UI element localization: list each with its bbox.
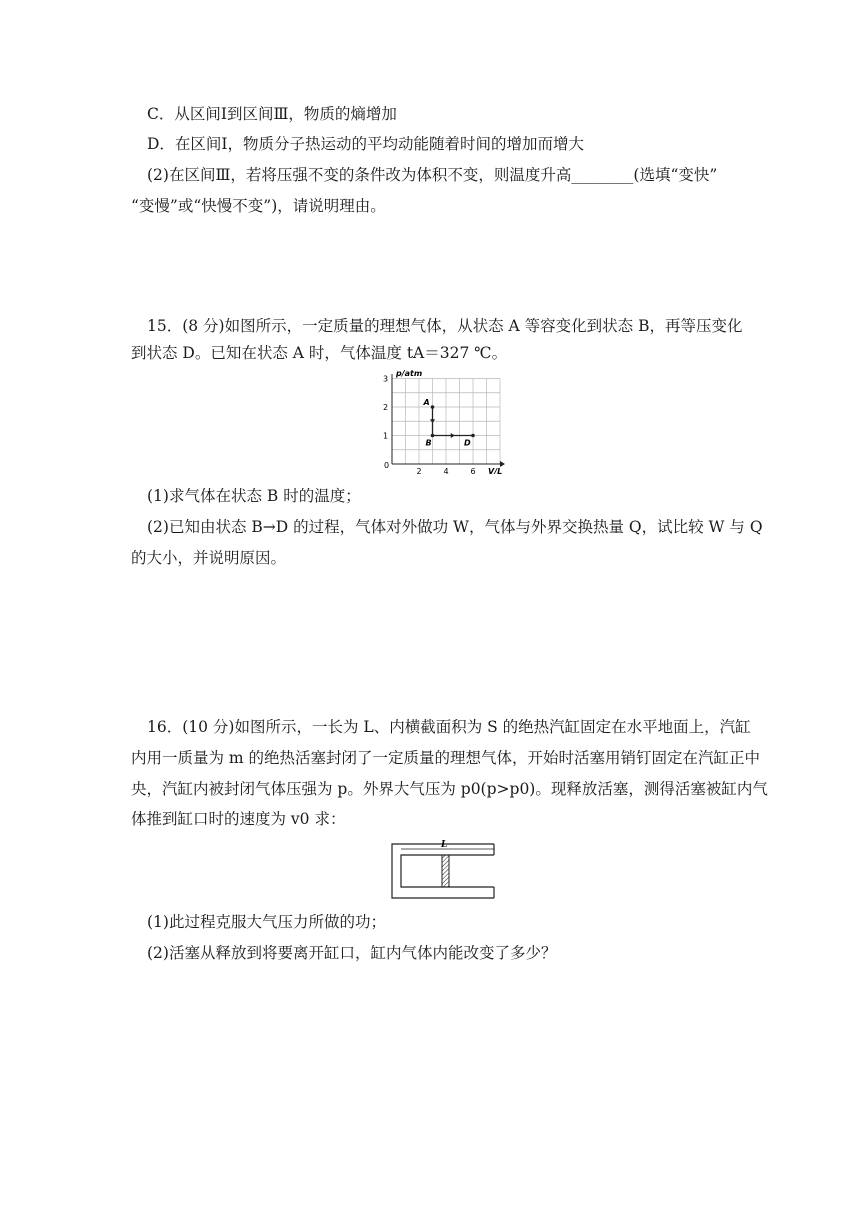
y-tick-label: 2 <box>383 403 389 412</box>
q15-stem-line1: 15．(8 分)如图所示，一定质量的理想气体，从状态 A 等容变化到状态 B，再等压变化 <box>147 317 743 335</box>
cylinder-figure <box>390 838 500 902</box>
q16-part1: (1)此过程克服大气压力所做的功； <box>147 913 386 931</box>
pv-marks <box>423 398 475 448</box>
y-tick-label: 3 <box>383 374 389 384</box>
x-tick-label: 2 <box>416 467 422 474</box>
q14-option-d: D．在区间Ⅰ，物质分子热运动的平均动能随着时间的增加而增大 <box>147 135 585 153</box>
point-a <box>431 405 435 409</box>
q14-part2-line1: (2)在区间Ⅲ，若将压强不变的条件改为体积不变，则温度升高________(选填“变快” <box>147 166 718 184</box>
q16-stem-line2: 内用一质量为 m 的绝热活塞封闭了一定质量的理想气体，开始时活塞用销钉固定在汽缸正中 <box>131 749 761 767</box>
origin-label: 0 <box>384 461 390 470</box>
x-tick-label: 4 <box>443 467 449 474</box>
q15-part1: (1)求气体在状态 B 时的温度； <box>147 487 361 505</box>
x-tick-label: 6 <box>470 467 476 474</box>
q15-part2-line2: 的大小，并说明原因。 <box>131 549 287 567</box>
q16-stem-line1: 16．(10 分)如图所示，一长为 L、内横截面积为 S 的绝热汽缸固定在水平地面上，汽缸 <box>147 718 751 736</box>
point-d <box>471 434 475 438</box>
q14-option-c: C．从区间Ⅰ到区间Ⅲ，物质的熵增加 <box>147 105 397 123</box>
point-b <box>431 434 435 438</box>
pv-ticks <box>383 375 476 475</box>
point-label-a: A <box>423 398 430 407</box>
q16-part2: (2)活塞从释放到将要离开缸口，缸内气体内能改变了多少？ <box>147 944 557 962</box>
q15-stem-line2: 到状态 D。已知在状态 A 时，气体温度 tA＝327 ℃。 <box>131 344 508 362</box>
pv-graph <box>376 368 516 474</box>
q16-stem-line3: 央，汽缸内被封闭气体压强为 p。外界大气压为 p0(p>p0)。现释放活塞，测得活塞被缸内气 <box>131 780 768 798</box>
piston <box>442 855 449 887</box>
arrow-B-D <box>451 433 455 438</box>
y-axis-label: p/atm <box>396 369 423 378</box>
pv-grid <box>392 379 500 465</box>
point-label-b: B <box>425 438 432 448</box>
q14-part2-line2: “变慢”或“快慢不变”)，请说明理由。 <box>131 197 386 215</box>
length-label: L <box>441 840 448 850</box>
q16-stem-line4: 体推到缸口时的速度为 v0 求： <box>131 810 346 828</box>
q15-part2-line1: (2)已知由状态 B→D 的过程，气体对外做功 W，气体与外界交换热量 Q，试比较 W 与 Q <box>147 518 763 536</box>
x-axis-label: V/L <box>488 467 503 474</box>
point-label-d: D <box>464 438 471 448</box>
y-tick-label: 1 <box>383 431 389 441</box>
